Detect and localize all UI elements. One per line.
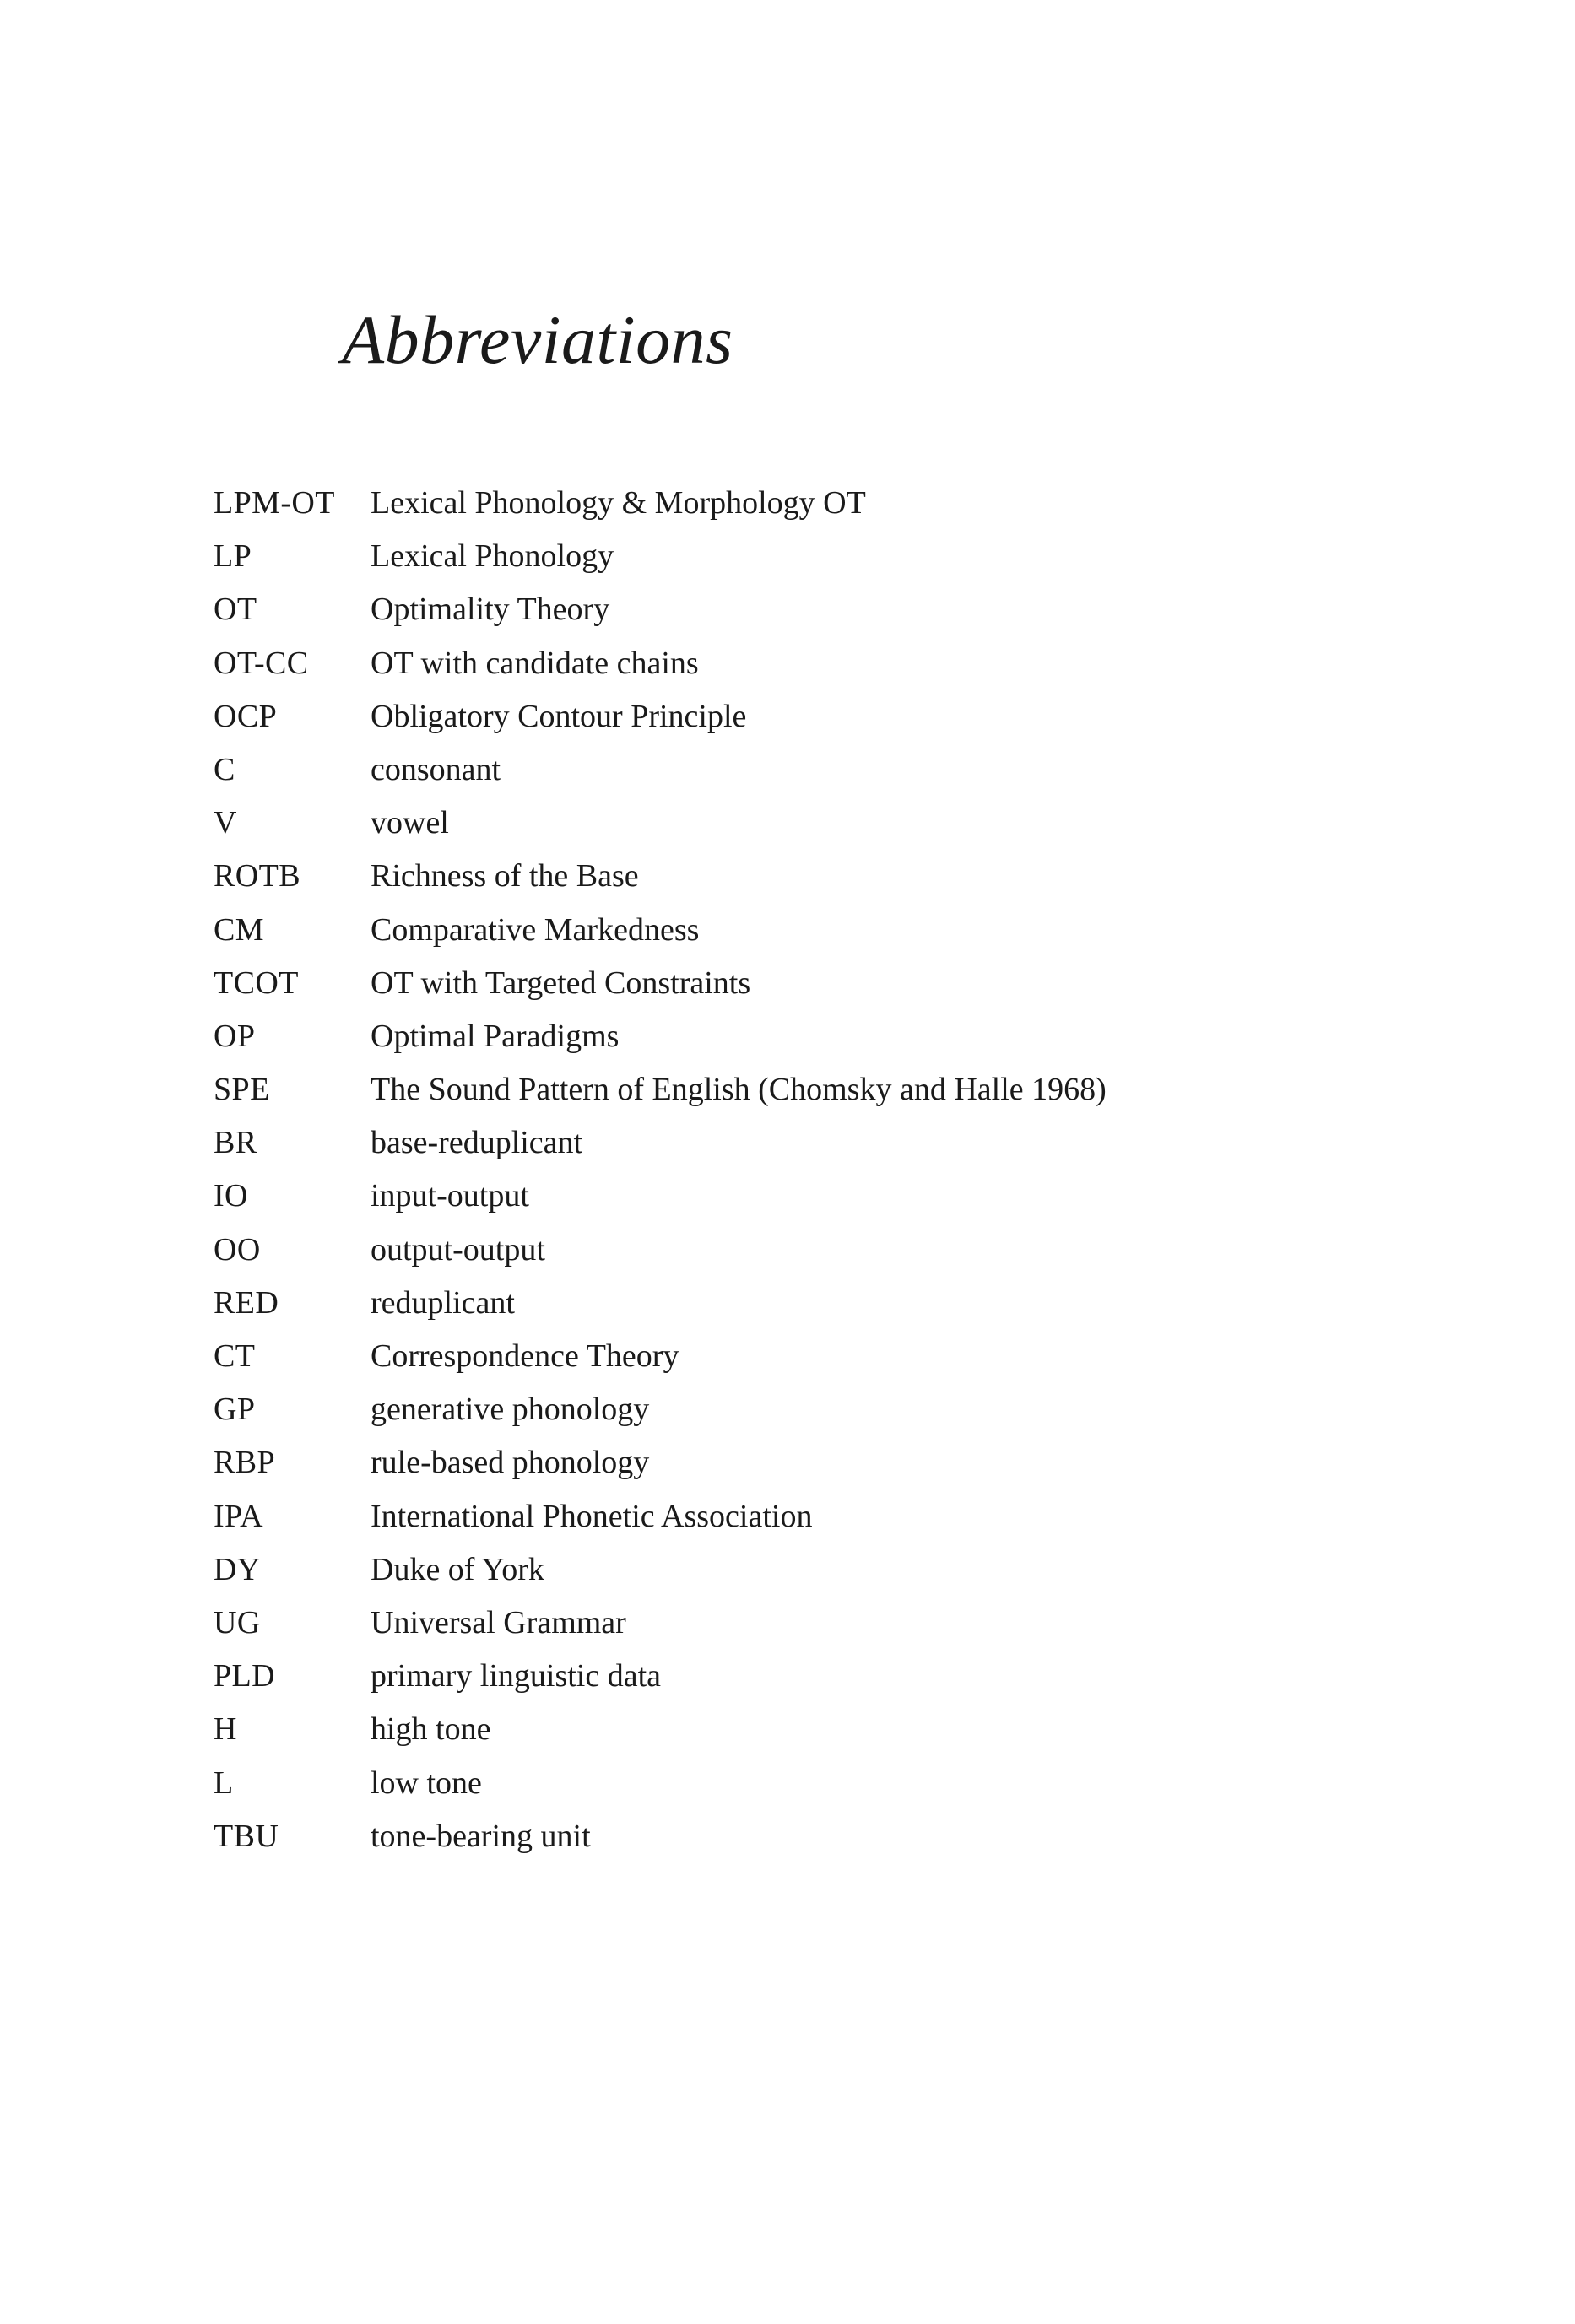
abbreviation-row xyxy=(214,1224,1480,1277)
abbreviation-term: SPE xyxy=(214,1072,270,1108)
abbreviation-definition: vowel xyxy=(371,805,449,841)
abbreviation-definition: consonant xyxy=(371,751,501,787)
abbreviation-term: RBP xyxy=(214,1445,276,1481)
abbreviation-term: CT xyxy=(214,1338,256,1374)
abbreviation-row xyxy=(214,477,1480,530)
abbreviation-term: DY xyxy=(214,1551,261,1587)
abbreviation-definition: OT with candidate chains xyxy=(371,645,699,681)
abbreviation-term: GP xyxy=(214,1392,256,1428)
abbreviation-row xyxy=(214,1543,1480,1597)
abbreviation-definition: International Phonetic Association xyxy=(371,1498,813,1534)
abbreviation-term: CM xyxy=(214,911,264,948)
abbreviation-definition: Optimal Paradigms xyxy=(371,1018,620,1054)
abbreviation-row xyxy=(214,690,1480,743)
abbreviation-term: PLD xyxy=(214,1658,275,1694)
abbreviation-term: OT xyxy=(214,592,257,628)
abbreviation-definition: base-reduplicant xyxy=(371,1125,583,1161)
abbreviation-term: OT-CC xyxy=(214,645,309,681)
abbreviation-definition: Correspondence Theory xyxy=(371,1338,679,1374)
abbreviation-definition: Comparative Markedness xyxy=(371,911,700,948)
abbreviation-row xyxy=(214,1116,1480,1170)
abbreviation-row xyxy=(214,1703,1480,1756)
abbreviation-row xyxy=(214,1757,1480,1810)
abbreviation-term: BR xyxy=(214,1125,257,1161)
abbreviation-term: IPA xyxy=(214,1498,263,1534)
abbreviation-term: V xyxy=(214,805,237,841)
abbreviation-definition: Lexical Phonology & Morphology OT xyxy=(371,485,866,521)
abbreviation-definition: Lexical Phonology xyxy=(371,538,614,575)
abbreviation-definition: primary linguistic data xyxy=(371,1658,662,1694)
abbreviation-list xyxy=(214,477,1480,1863)
abbreviation-definition: generative phonology xyxy=(371,1392,650,1428)
abbreviation-term: ROTB xyxy=(214,858,300,894)
abbreviation-term: TBU xyxy=(214,1818,279,1854)
abbreviation-row xyxy=(214,850,1480,903)
abbreviation-row xyxy=(214,743,1480,797)
abbreviation-row xyxy=(214,957,1480,1010)
abbreviation-row xyxy=(214,583,1480,636)
abbreviation-definition: input-output xyxy=(371,1178,529,1214)
abbreviation-term: LPM-OT xyxy=(214,485,335,521)
abbreviation-row xyxy=(214,1277,1480,1330)
abbreviation-definition: low tone xyxy=(371,1765,482,1801)
abbreviation-definition: The Sound Pattern of English (Chomsky and Halle 1968) xyxy=(371,1072,1107,1108)
abbreviation-term: LP xyxy=(214,538,252,575)
abbreviation-term: RED xyxy=(214,1284,279,1321)
abbreviation-row xyxy=(214,1170,1480,1223)
abbreviation-definition: reduplicant xyxy=(371,1284,515,1321)
abbreviation-definition: OT with Targeted Constraints xyxy=(371,965,751,1001)
abbreviation-row xyxy=(214,797,1480,850)
abbreviation-term: L xyxy=(214,1765,234,1801)
abbreviation-definition: high tone xyxy=(371,1711,491,1748)
abbreviation-term: H xyxy=(214,1711,237,1748)
abbreviation-row xyxy=(214,1490,1480,1543)
abbreviation-term: TCOT xyxy=(214,965,299,1001)
abbreviation-row xyxy=(214,1650,1480,1703)
abbreviation-definition: tone-bearing unit xyxy=(371,1818,591,1854)
abbreviation-term: IO xyxy=(214,1178,248,1214)
abbreviation-row xyxy=(214,637,1480,690)
abbreviation-definition: Richness of the Base xyxy=(371,858,639,894)
page-title: Abbreviations xyxy=(342,301,733,378)
abbreviation-definition: Duke of York xyxy=(371,1551,544,1587)
abbreviation-definition: Optimality Theory xyxy=(371,592,610,628)
abbreviation-definition: Obligatory Contour Principle xyxy=(371,698,747,734)
abbreviation-row xyxy=(214,1597,1480,1650)
abbreviation-row xyxy=(214,1330,1480,1383)
abbreviation-definition: Universal Grammar xyxy=(371,1604,626,1640)
abbreviation-term: OP xyxy=(214,1018,256,1054)
abbreviation-row xyxy=(214,1436,1480,1489)
abbreviation-row xyxy=(214,530,1480,583)
abbreviation-term: OO xyxy=(214,1231,261,1267)
abbreviation-term: UG xyxy=(214,1604,261,1640)
abbreviation-definition: output-output xyxy=(371,1231,545,1267)
abbreviation-row xyxy=(214,904,1480,957)
abbreviation-term: OCP xyxy=(214,698,278,734)
abbreviation-definition: rule-based phonology xyxy=(371,1445,650,1481)
abbreviation-row xyxy=(214,1810,1480,1863)
abbreviation-row xyxy=(214,1063,1480,1116)
abbreviation-row xyxy=(214,1383,1480,1436)
abbreviation-term: C xyxy=(214,751,235,787)
abbreviation-row xyxy=(214,1010,1480,1063)
